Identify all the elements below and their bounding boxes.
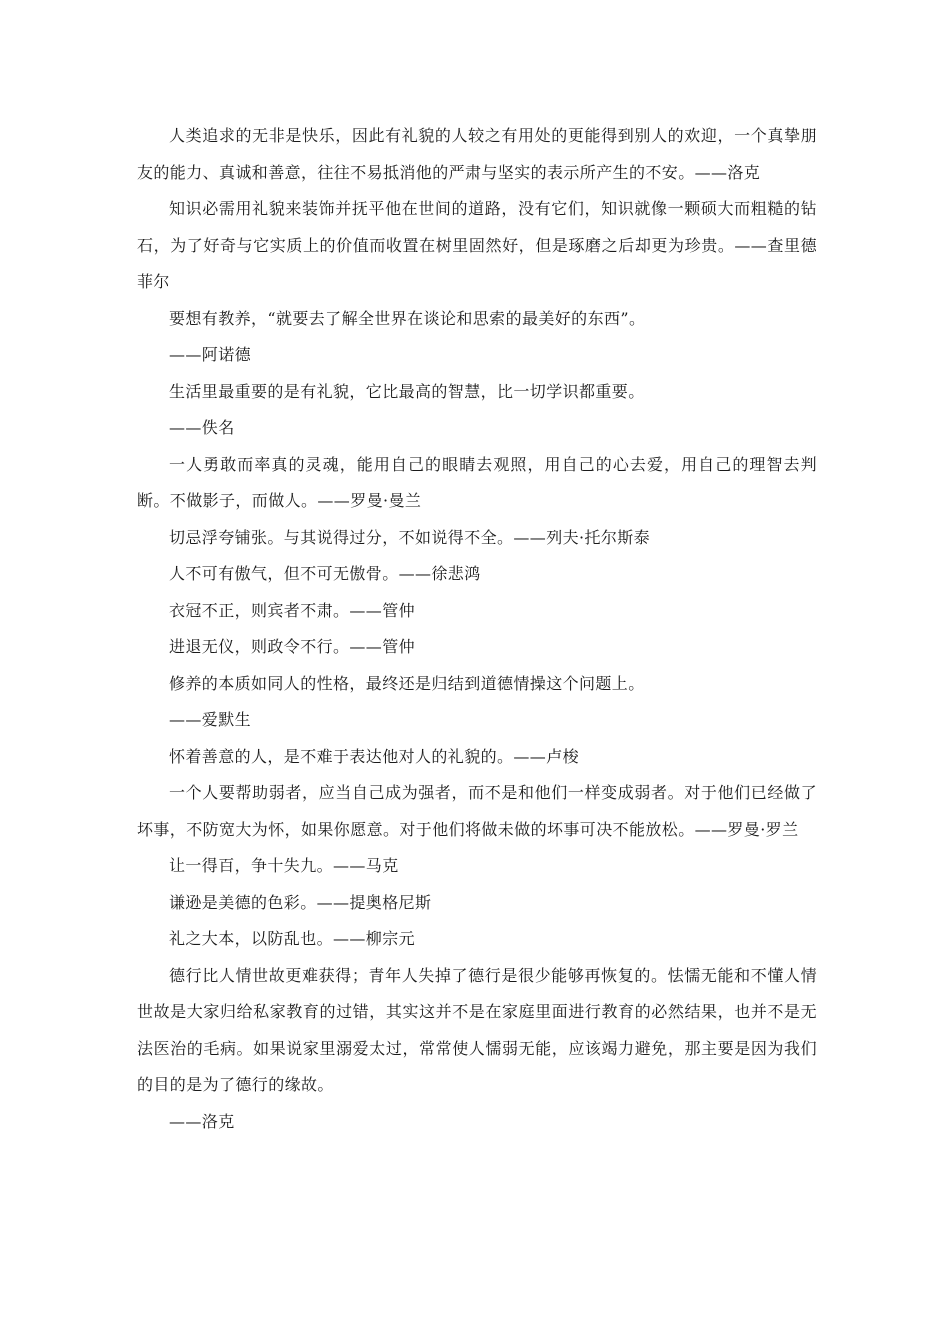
document-page (137, 118, 817, 1140)
paragraph: 德行比人情世故更难获得；青年人失掉了德行是很少能够再恢复的。怯懦无能和不懂人情世故是大家归给私家教育的过错，其实这并不是在家庭里面进行教育的必然结果，也并不是无法医治的毛病。如果说家里溺爱太过，常常使人懦弱无能，应该竭力避免，那主要是因为我们的目的是为了德行的缘故。 (137, 965, 817, 1094)
paragraph: 谦逊是美德的色彩。——提奥格尼斯 (169, 892, 432, 912)
paragraph: 切忌浮夸铺张。与其说得过分，不如说得不全。——列夫·托尔斯泰 (169, 527, 651, 547)
paragraph: 人不可有傲气，但不可无傲骨。——徐悲鸿 (169, 564, 481, 583)
attribution: ——佚名 (169, 418, 235, 437)
paragraph: 修养的本质如同人的性格，最终还是归结到道德情操这个问题上。 (169, 673, 645, 693)
paragraph: 让一得百，争十失九。——马克 (169, 856, 399, 875)
paragraph: 一人勇敢而率真的灵魂，能用自己的眼睛去观照，用自己的心去爱，用自己的理智去判断。不做影子，而做人。——罗曼·曼兰 (137, 454, 817, 510)
paragraph: 知识必需用礼貌来装饰并抚平他在世间的道路，没有它们，知识就像一颗硕大而粗糙的钻石，为了好奇与它实质上的价值而收置在树里固然好，但是琢磨之后却更为珍贵。——查里德菲尔 (137, 199, 817, 291)
paragraph: 进退无仪，则政令不行。——管仲 (169, 637, 416, 656)
attribution: ——洛克 (169, 1111, 235, 1131)
paragraph: 衣冠不正，则宾者不肃。——管仲 (169, 600, 416, 620)
paragraph: 生活里最重要的是有礼貌，它比最高的智慧，比一切学识都重要。 (169, 381, 645, 401)
attribution: ——阿诺德 (169, 345, 252, 364)
paragraph: 要想有教养，“就要去了解全世界在谈论和思索的最美好的东西”。 (169, 308, 646, 328)
paragraph: 礼之大本，以防乱也。——柳宗元 (169, 929, 416, 948)
paragraph: 怀着善意的人，是不难于表达他对人的礼貌的。——卢梭 (169, 746, 580, 766)
attribution: ——爱默生 (169, 710, 252, 729)
paragraph: 一个人要帮助弱者，应当自己成为强者，而不是和他们一样变成弱者。对于他们已经做了坏事，不防宽大为怀，如果你愿意。对于他们将做未做的坏事可决不能放松。——罗曼·罗兰 (137, 783, 817, 839)
paragraph: 人类追求的无非是快乐，因此有礼貌的人较之有用处的更能得到别人的欢迎，一个真挚朋友的能力、真诚和善意，往往不易抵消他的严肃与坚实的表示所产生的不安。——洛克 (137, 126, 817, 182)
